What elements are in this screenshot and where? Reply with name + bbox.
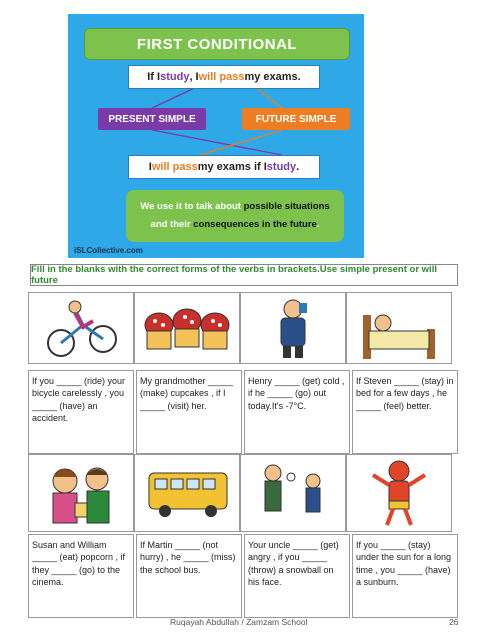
exercise-4-text: If Steven _____ (stay) in bed for a few days , he _____ (feel) better. — [352, 370, 458, 454]
exercise-instruction: Fill in the blanks with the correct forms of the verbs in brackets.Use simple present or will future — [30, 264, 458, 286]
future-simple-label: FUTURE SIMPLE — [242, 108, 350, 130]
site-credit: iSLCollective.com — [74, 246, 143, 255]
exercise-6-text: If Martin _____ (not hurry) , he _____ (miss) the school bus. — [136, 534, 242, 618]
exercise-3-text: Henry _____ (get) cold , if he _____ (go) out today.It's -7°C. — [244, 370, 350, 454]
grammar-banner — [68, 14, 364, 258]
exercise-2-text: My grandmother _____ (make) cupcakes , if I _____ (visit) her. — [136, 370, 242, 454]
sick-boy-in-bed-illustration — [346, 292, 452, 364]
usage-explanation: We use it to talk about possible situations and their consequences in the future. — [126, 190, 344, 242]
page-number: 26 — [449, 617, 459, 627]
footer-author: Ruqayah Abdullah / Zamzam School — [170, 617, 308, 627]
cupcakes-illustration — [134, 292, 240, 364]
school-bus-illustration — [134, 454, 240, 532]
example-sentence-1: If I study , I will pass my exams. — [128, 65, 320, 89]
present-simple-label: PRESENT SIMPLE — [98, 108, 206, 130]
exercise-5-text: Susan and William _____ (eat) popcorn , if they _____ (go) to the cinema. — [28, 534, 134, 618]
banner-title: FIRST CONDITIONAL — [84, 28, 350, 60]
exercise-1-text: If you _____ (ride) your bicycle carelessly , you _____ (have) an accident. — [28, 370, 134, 454]
exercise-8-text: If you _____ (stay) under the sun for a long time , you _____ (have) a sunburn. — [352, 534, 458, 618]
cold-man-illustration — [240, 292, 346, 364]
couple-with-popcorn-illustration — [28, 454, 134, 532]
example-sentence-2: I will pass my exams if I study . — [128, 155, 320, 179]
cyclist-crash-illustration — [28, 292, 134, 364]
page-footer — [0, 617, 480, 631]
sunburned-man-illustration — [346, 454, 452, 532]
exercise-7-text: Your uncle _____ (get) angry , if you _____ (throw) a snowball on his face. — [244, 534, 350, 618]
snowball-uncle-illustration — [240, 454, 346, 532]
